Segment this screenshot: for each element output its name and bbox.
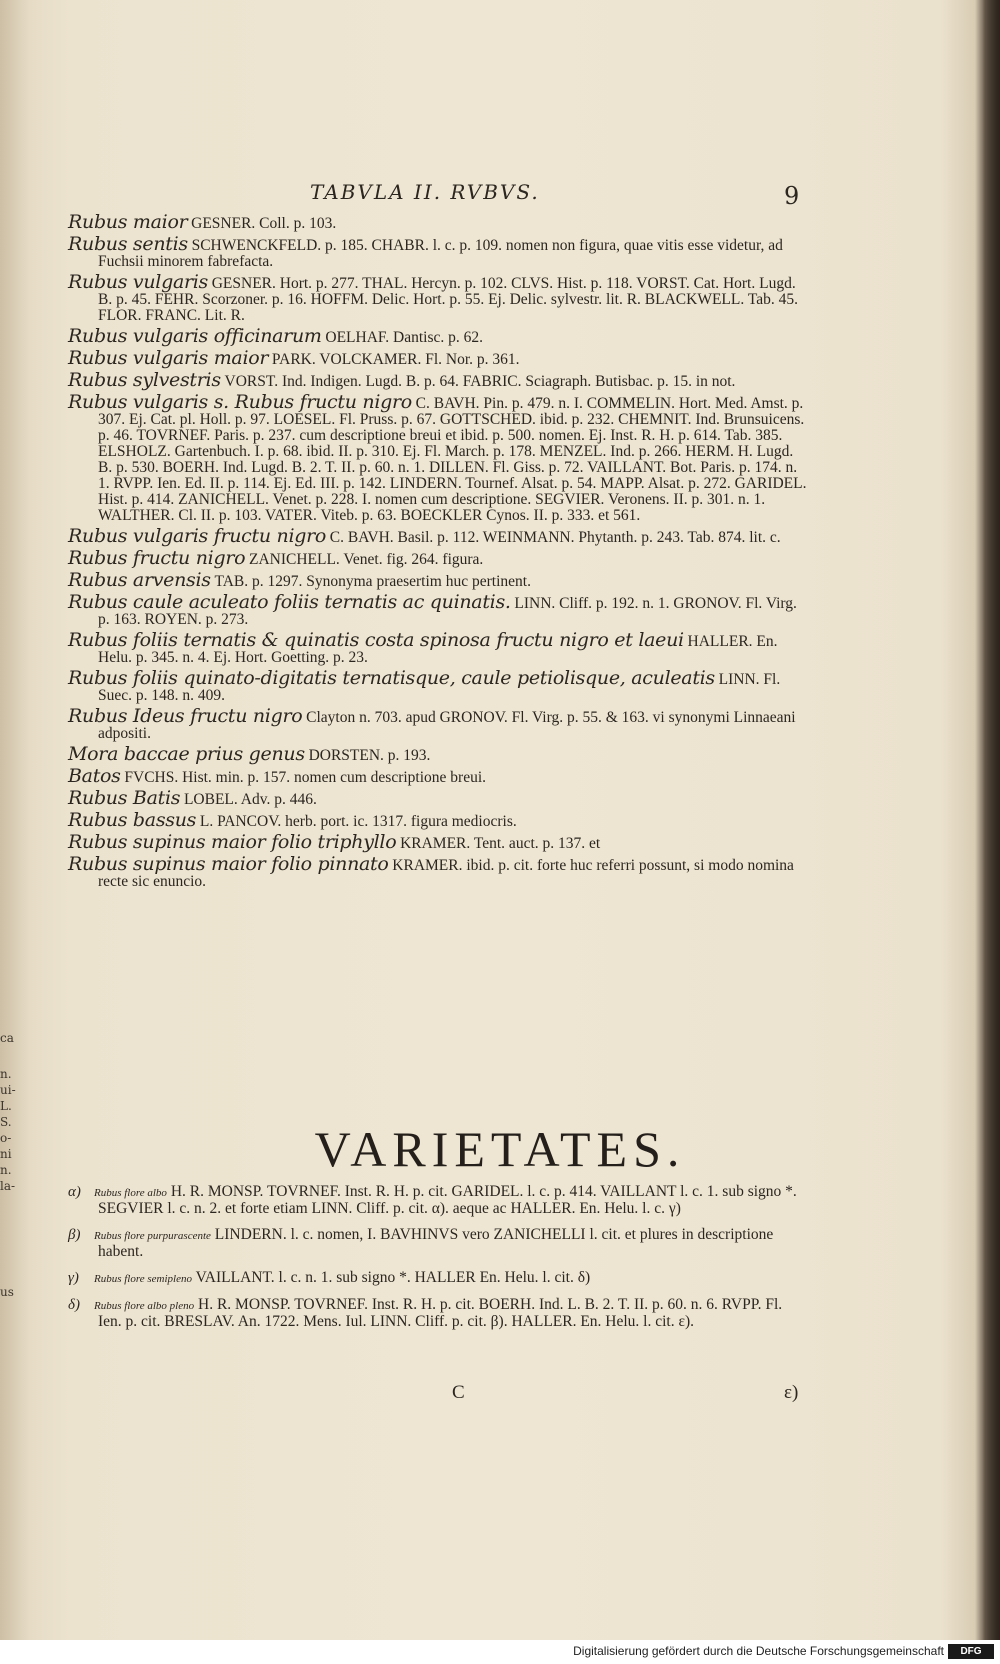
taxon-name: Rubus caule aculeato foliis ternatis ac quinatis. (68, 591, 511, 613)
synonym-entry (68, 667, 808, 704)
taxon-name: Rubus sentis (68, 233, 188, 255)
variety-citation: VAILLANT. l. c. n. 1. sub signo *. HALLER En. Helu. l. cit. δ) (195, 1269, 591, 1286)
catchword: ε) (784, 1382, 799, 1403)
synonym-entry (68, 831, 808, 853)
taxon-name: Rubus vulgaris fructu nigro (68, 525, 327, 547)
margin-fragment: n. (0, 1067, 12, 1081)
synonym-entry (68, 853, 808, 890)
synonym-entry (68, 369, 808, 391)
taxon-name: Rubus foliis quinato-digitatis ternatisque, caule petiolisque, aculeatis (68, 667, 715, 689)
taxon-name: Rubus fructu nigro (68, 547, 246, 569)
variety-citation: H. R. MONSP. TOVRNEF. Inst. R. H. p. cit. BOERH. Ind. L. B. 2. T. II. p. 60. n. 6. RVPP. Fl. Ien. p. cit. BRESLAV. An. 1722. Mens. Iul. LINN. Cliff. p. cit. β). HALLER. En. Helu. l. cit. ε). (98, 1296, 783, 1330)
synonym-entry (68, 347, 808, 369)
synonym-entry (68, 233, 808, 270)
taxon-name: Rubus bassus (68, 809, 197, 831)
citation-text: L. PANCOV. herb. port. ic. 1317. figura mediocris. (199, 813, 517, 830)
variety-mark: γ) (68, 1270, 79, 1286)
variety-entry (68, 1227, 808, 1260)
taxon-name: Rubus supinus maior folio pinnato (68, 853, 389, 875)
margin-fragment: n. (0, 1163, 12, 1177)
page-number: 9 (784, 182, 800, 210)
signature-mark: C (452, 1382, 465, 1403)
citation-text: SCHWENCKFELD. p. 185. CHABR. l. c. p. 109. nomen non figura, quae vitis esse videtur, ad Fuchsii minorem fabrefacta. (98, 237, 783, 270)
margin-fragment: la- (0, 1179, 16, 1193)
citation-text: GESNER. Coll. p. 103. (191, 215, 337, 232)
synonym-entry (68, 391, 808, 524)
variety-entry (68, 1297, 808, 1330)
margin-fragment: ca (0, 1031, 14, 1045)
citation-text: KRAMER. Tent. auct. p. 137. et (400, 835, 601, 852)
citation-text: GESNER. Hort. p. 277. THAL. Hercyn. p. 102. CLVS. Hist. p. 118. VORST. Cat. Hort. Lugd. B. p. 45. FEHR. Scorzoner. p. 16. HOFFM. Delic. Hort. p. 55. Ej. Delic. sylvestr. lit. R. BLACKWELL. Tab. 45. FLOR. FRANC. Lit. R. (98, 275, 798, 324)
taxon-name: Rubus Batis (68, 787, 181, 809)
citation-text: OELHAF. Dantisc. p. 62. (325, 329, 483, 346)
citation-text: LOBEL. Adv. p. 446. (183, 791, 317, 808)
variety-entry (68, 1184, 808, 1217)
citation-text: PARK. VOLCKAMER. Fl. Nor. p. 361. (271, 351, 520, 368)
footer-bar (0, 1640, 1000, 1664)
variety-mark: δ) (68, 1297, 80, 1313)
variety-mark: α) (68, 1184, 81, 1200)
margin-fragment: S. (0, 1115, 12, 1129)
taxon-name: Rubus vulgaris s. Rubus fructu nigro (68, 391, 412, 413)
taxon-name: Rubus sylvestris (68, 369, 221, 391)
citation-text: ZANICHELL. Venet. fig. 264. figura. (248, 551, 484, 568)
citation-text: LINN. Fl. Suec. p. 148. n. 409. (98, 671, 781, 704)
synonym-entry (68, 547, 808, 569)
running-head: TABVLA II. RVBVS. (310, 180, 540, 204)
varieties-list (68, 1184, 808, 1340)
citation-text: C. BAVH. Pin. p. 479. n. I. COMMELIN. Hort. Med. Amst. p. 307. Ej. Cat. pl. Holl. p. 97. LOESEL. Fl. Pruss. p. 67. GOTTSCHED. ibid. p. 232. CHEMNIT. Ind. Brunsuicens. p. 46. TOVRNEF. Paris. p. 237. cum descriptione breui et ibid. p. 500. nomen. Ej. Inst. R. H. p. 614. Tab. 385. ELSHOLZ. Gartenbuch. I. p. 68. ibid. II. p. 310. Ej. Fl. March. p. 178. MENZEL. Ind. p. 266. HERM. H. Lugd. B. p. 530. BOERH. Ind. Lugd. B. 2. T. II. p. 60. n. 1. DILLEN. Fl. Giss. p. 72. VAILLANT. Bot. Paris. p. 174. n. 1. RVPP. Ien. Ed. II. p. 114. Ej. Ed. III. p. 142. LINDERN. Tournef. Alsat. p. 54. MAPP. Alsat. p. 272. GARIDEL. Hist. p. 414. ZANICHELL. Venet. p. 228. I. nomen cum descriptione. SEGVIER. Veronens. II. p. 301. n. 1. WALTHER. Cl. II. p. 103. VATER. Viteb. p. 63. BOECKLER Cynos. II. p. 333. et 561. (98, 395, 807, 524)
citation-text: Clayton n. 703. apud GRONOV. Fl. Virg. p. 55. & 163. vi synonymi Linnaeani adpositi. (98, 709, 796, 742)
taxon-name: Rubus foliis ternatis & quinatis costa spinosa fructu nigro et laeui (68, 629, 684, 651)
synonym-entry (68, 525, 808, 547)
synonym-entry (68, 325, 808, 347)
variety-entry (68, 1270, 808, 1287)
variety-name: Rubus flore purpurascente (94, 1230, 211, 1242)
citation-text: VORST. Ind. Indigen. Lugd. B. p. 64. FABRIC. Sciagraph. Butisbac. p. 15. in not. (224, 373, 736, 390)
citation-text: KRAMER. ibid. p. cit. forte huc referri possunt, si modo nomina recte sic enuncio. (98, 857, 794, 890)
variety-citation: H. R. MONSP. TOVRNEF. Inst. R. H. p. cit. GARIDEL. l. c. p. 414. VAILLANT l. c. 1. sub signo *. SEGVIER l. c. n. 2. et forte etiam LINN. Cliff. p. cit. α). aeque ac HALLER. En. Helu. l. c. γ) (98, 1183, 797, 1217)
synonym-entry (68, 765, 808, 787)
synonym-entry (68, 787, 808, 809)
synonym-entry (68, 271, 808, 324)
margin-fragment: us (0, 1285, 14, 1299)
synonym-entry (68, 211, 808, 233)
synonym-entry (68, 629, 808, 666)
taxon-name: Rubus Ideus fructu nigro (68, 705, 303, 727)
taxon-name: Rubus vulgaris (68, 271, 208, 293)
synonym-entry (68, 569, 808, 591)
section-heading: VARIETATES. (314, 1121, 686, 1177)
citation-text: HALLER. En. Helu. p. 345. n. 4. Ej. Hort. Goetting. p. 23. (98, 633, 778, 666)
synonym-entry (68, 591, 808, 628)
taxon-name: Batos (68, 765, 121, 787)
citation-text: TAB. p. 1297. Synonyma praesertim huc pertinent. (214, 573, 531, 590)
variety-name: Rubus flore semipleno (94, 1273, 192, 1285)
gutter-shadow (982, 0, 1000, 1640)
taxon-name: Rubus supinus maior folio triphyllo (68, 831, 397, 853)
synonym-entry (68, 705, 808, 742)
margin-fragment: L. (0, 1099, 12, 1113)
margin-fragments (0, 700, 14, 1300)
taxon-name: Rubus maior (68, 211, 188, 233)
variety-name: Rubus flore albo pleno (94, 1300, 195, 1312)
taxon-name: Mora baccae prius genus (68, 743, 305, 765)
citation-text: FVCHS. Hist. min. p. 157. nomen cum descriptione breui. (124, 769, 487, 786)
citation-text: C. BAVH. Basil. p. 112. WEINMANN. Phytanth. p. 243. Tab. 874. lit. c. (329, 529, 781, 546)
synonym-entry (68, 809, 808, 831)
variety-mark: β) (68, 1227, 81, 1243)
citation-text: DORSTEN. p. 193. (308, 747, 431, 764)
synonym-entry (68, 743, 808, 765)
taxon-name: Rubus vulgaris officinarum (68, 325, 322, 347)
variety-citation: LINDERN. l. c. nomen, I. BAVHINVS vero ZANICHELLI l. cit. et plures in descriptione habent. (98, 1226, 774, 1260)
synonym-list (68, 211, 808, 894)
taxon-name: Rubus vulgaris maior (68, 347, 269, 369)
citation-text: LINN. Cliff. p. 192. n. 1. GRONOV. Fl. Virg. p. 163. ROYEN. p. 273. (98, 595, 797, 628)
taxon-name: Rubus arvensis (68, 569, 211, 591)
margin-fragment: ui- (0, 1083, 16, 1097)
variety-name: Rubus flore albo (94, 1187, 167, 1199)
footer-credit: Digitalisierung gefördert durch die Deutsche Forschungsgemeinschaft (573, 1644, 944, 1658)
margin-fragment: ni (0, 1147, 12, 1161)
dfg-logo: DFG (948, 1644, 994, 1659)
margin-fragment: o- (0, 1131, 12, 1145)
